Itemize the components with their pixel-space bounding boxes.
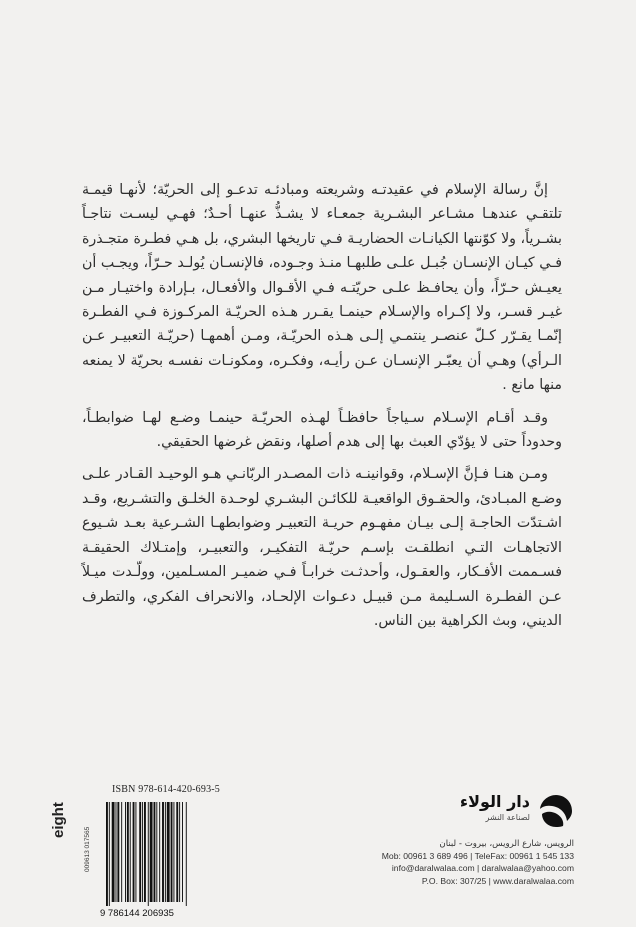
barcode-bar <box>139 802 141 902</box>
isbn-label: ISBN 978-614-420-693-5 <box>112 784 221 795</box>
barcode-bar <box>162 802 164 902</box>
publisher-address: الرويس، شارع الرويس، بيروت - لبنان <box>439 839 574 849</box>
barcode-bar <box>125 802 126 902</box>
blurb-text <box>82 178 562 641</box>
publisher-pobox: P.O. Box: 307/25 | www.daralwalaa.com <box>421 875 574 886</box>
barcode-bar <box>150 802 153 902</box>
barcode-bar <box>167 802 170 902</box>
barcode-bar <box>112 802 115 902</box>
barcode-bar <box>186 802 187 906</box>
barcode-bar <box>109 802 110 906</box>
barcode-digits: 9 786144 206935 <box>100 908 174 919</box>
barcode-bar <box>171 802 173 902</box>
publisher-contact <box>314 838 574 887</box>
distributor-logo: eight <box>50 802 67 838</box>
publisher-name: دار الولاء <box>459 792 530 811</box>
barcode-bar <box>106 802 108 906</box>
distributor-code: 009613 017565 <box>84 826 91 872</box>
barcode-bar <box>144 802 146 902</box>
publisher-phones: Mob: 00961 3 689 496 | TeleFax: 00961 1 545 133 <box>381 851 574 862</box>
blurb-paragraph-2: وقـد أقـام الإسـلام سـياجاً حافظـاً لهـذه الحريّـة حينمـا وضـع لهـا ضوابطـاً، وحدوداً حتى لا يؤدّي العبث بها إلى هدم أصلها، ونقض غرضها الحقيقي. <box>82 409 562 451</box>
barcode-bar <box>182 802 183 902</box>
publisher-block <box>354 793 574 833</box>
barcode-bar <box>165 802 166 902</box>
barcode-bar <box>117 802 119 902</box>
blurb-paragraph-1: إنَّ رسالة الإسلام في عقيدتـه وشريعته ومبادئـه تدعـو إلى الحريّة؛ لأنهـا قيمـة تلتقـي عندهـا مشـاعر البشـرية جمعـاء لا يشـذُّ عنهـا أحـدٌ؛ فهـي ليسـت نتاجـاً بشـرياً، ولا كوّنتها الكيانـات الحضاريـة فـي تاريخها البشري، بل هـي فطـرة متجـذرة فـي كيـان الإنسـان جُبـل علـى طلبهـا منـذ وجـوده، فالإنسـان يُولـد حـرّاً، ويجـب أن يعيـش حـرّاً، وأن يحافـظ علـى حريّتـه فـي الأقـوال والأفعـال، بـإرادة واختيـار مـن غيـر قسـر، ولا إكـراه والإسـلام حينمـا يقـرر هـذه الحريّـة المركـوزة فـي الفطـرة إنّمـا يقـرّر كـلّ عنصـر ينتمـي إلـى هـذه الحريّـة، ومـن أهمهـا (حريّـة التعبيـر عـن الـرأي) وهـي أن يعبّـر الإنسـان عـن رأيـه، وفكـره، ومكونـات نفسـه بحريّة لا يمنعه منها مانع . <box>82 182 562 394</box>
barcode <box>98 800 224 920</box>
barcode-bar <box>176 802 178 902</box>
blurb-paragraph-3: ومـن هنـا فـإنَّ الإسـلام، وقوانينـه ذات المصـدر الربّانـي هـو الوحيـد القـادر علـى وضـع المبـادئ، والحقـوق الواقعيـة للكائـن البشـري لوحـدة الخلـق والتشـريع، وقـد اشـتدّت الحاجـة إلـى بيـان مفهـوم حريـة التعبيـر وضوابطهـا الشـرعية بعـد شـيوع الاتجاهـات التـي انطلقـت بإسـم حريّـة التفكيـر، والتعبيـر، وإمتـلاك الحقيقـة فسـممت الأفـكار، والعقـول، وأحدثـت خرابـاً فـي ضميـر المسـلمين، وولّـدت ميـلاً عـن الفطـرة السـليمة مـن قبيـل دعـوات الإلحـاد، والانحراف الفكري، والتطرف الديني، وبث الكراهية بين الناس. <box>82 466 562 629</box>
barcode-bar <box>156 802 157 902</box>
barcode-bar <box>173 802 174 902</box>
barcode-bar <box>179 802 180 902</box>
barcode-bar <box>133 802 135 902</box>
barcode-bar <box>142 802 143 902</box>
publisher-logo-icon <box>538 793 574 829</box>
barcode-bar <box>159 802 160 902</box>
barcode-bar <box>130 802 131 902</box>
barcode-bar <box>121 802 122 902</box>
barcode-bar <box>127 802 129 902</box>
barcode-bar <box>116 802 117 902</box>
publisher-tagline: لصناعة النشر <box>485 813 530 822</box>
barcode-bar <box>154 802 156 902</box>
barcode-bar <box>148 802 149 906</box>
publisher-emails: info@daralwalaa.com | daralwalaa@yahoo.com <box>391 863 574 874</box>
barcode-bar <box>135 802 136 902</box>
